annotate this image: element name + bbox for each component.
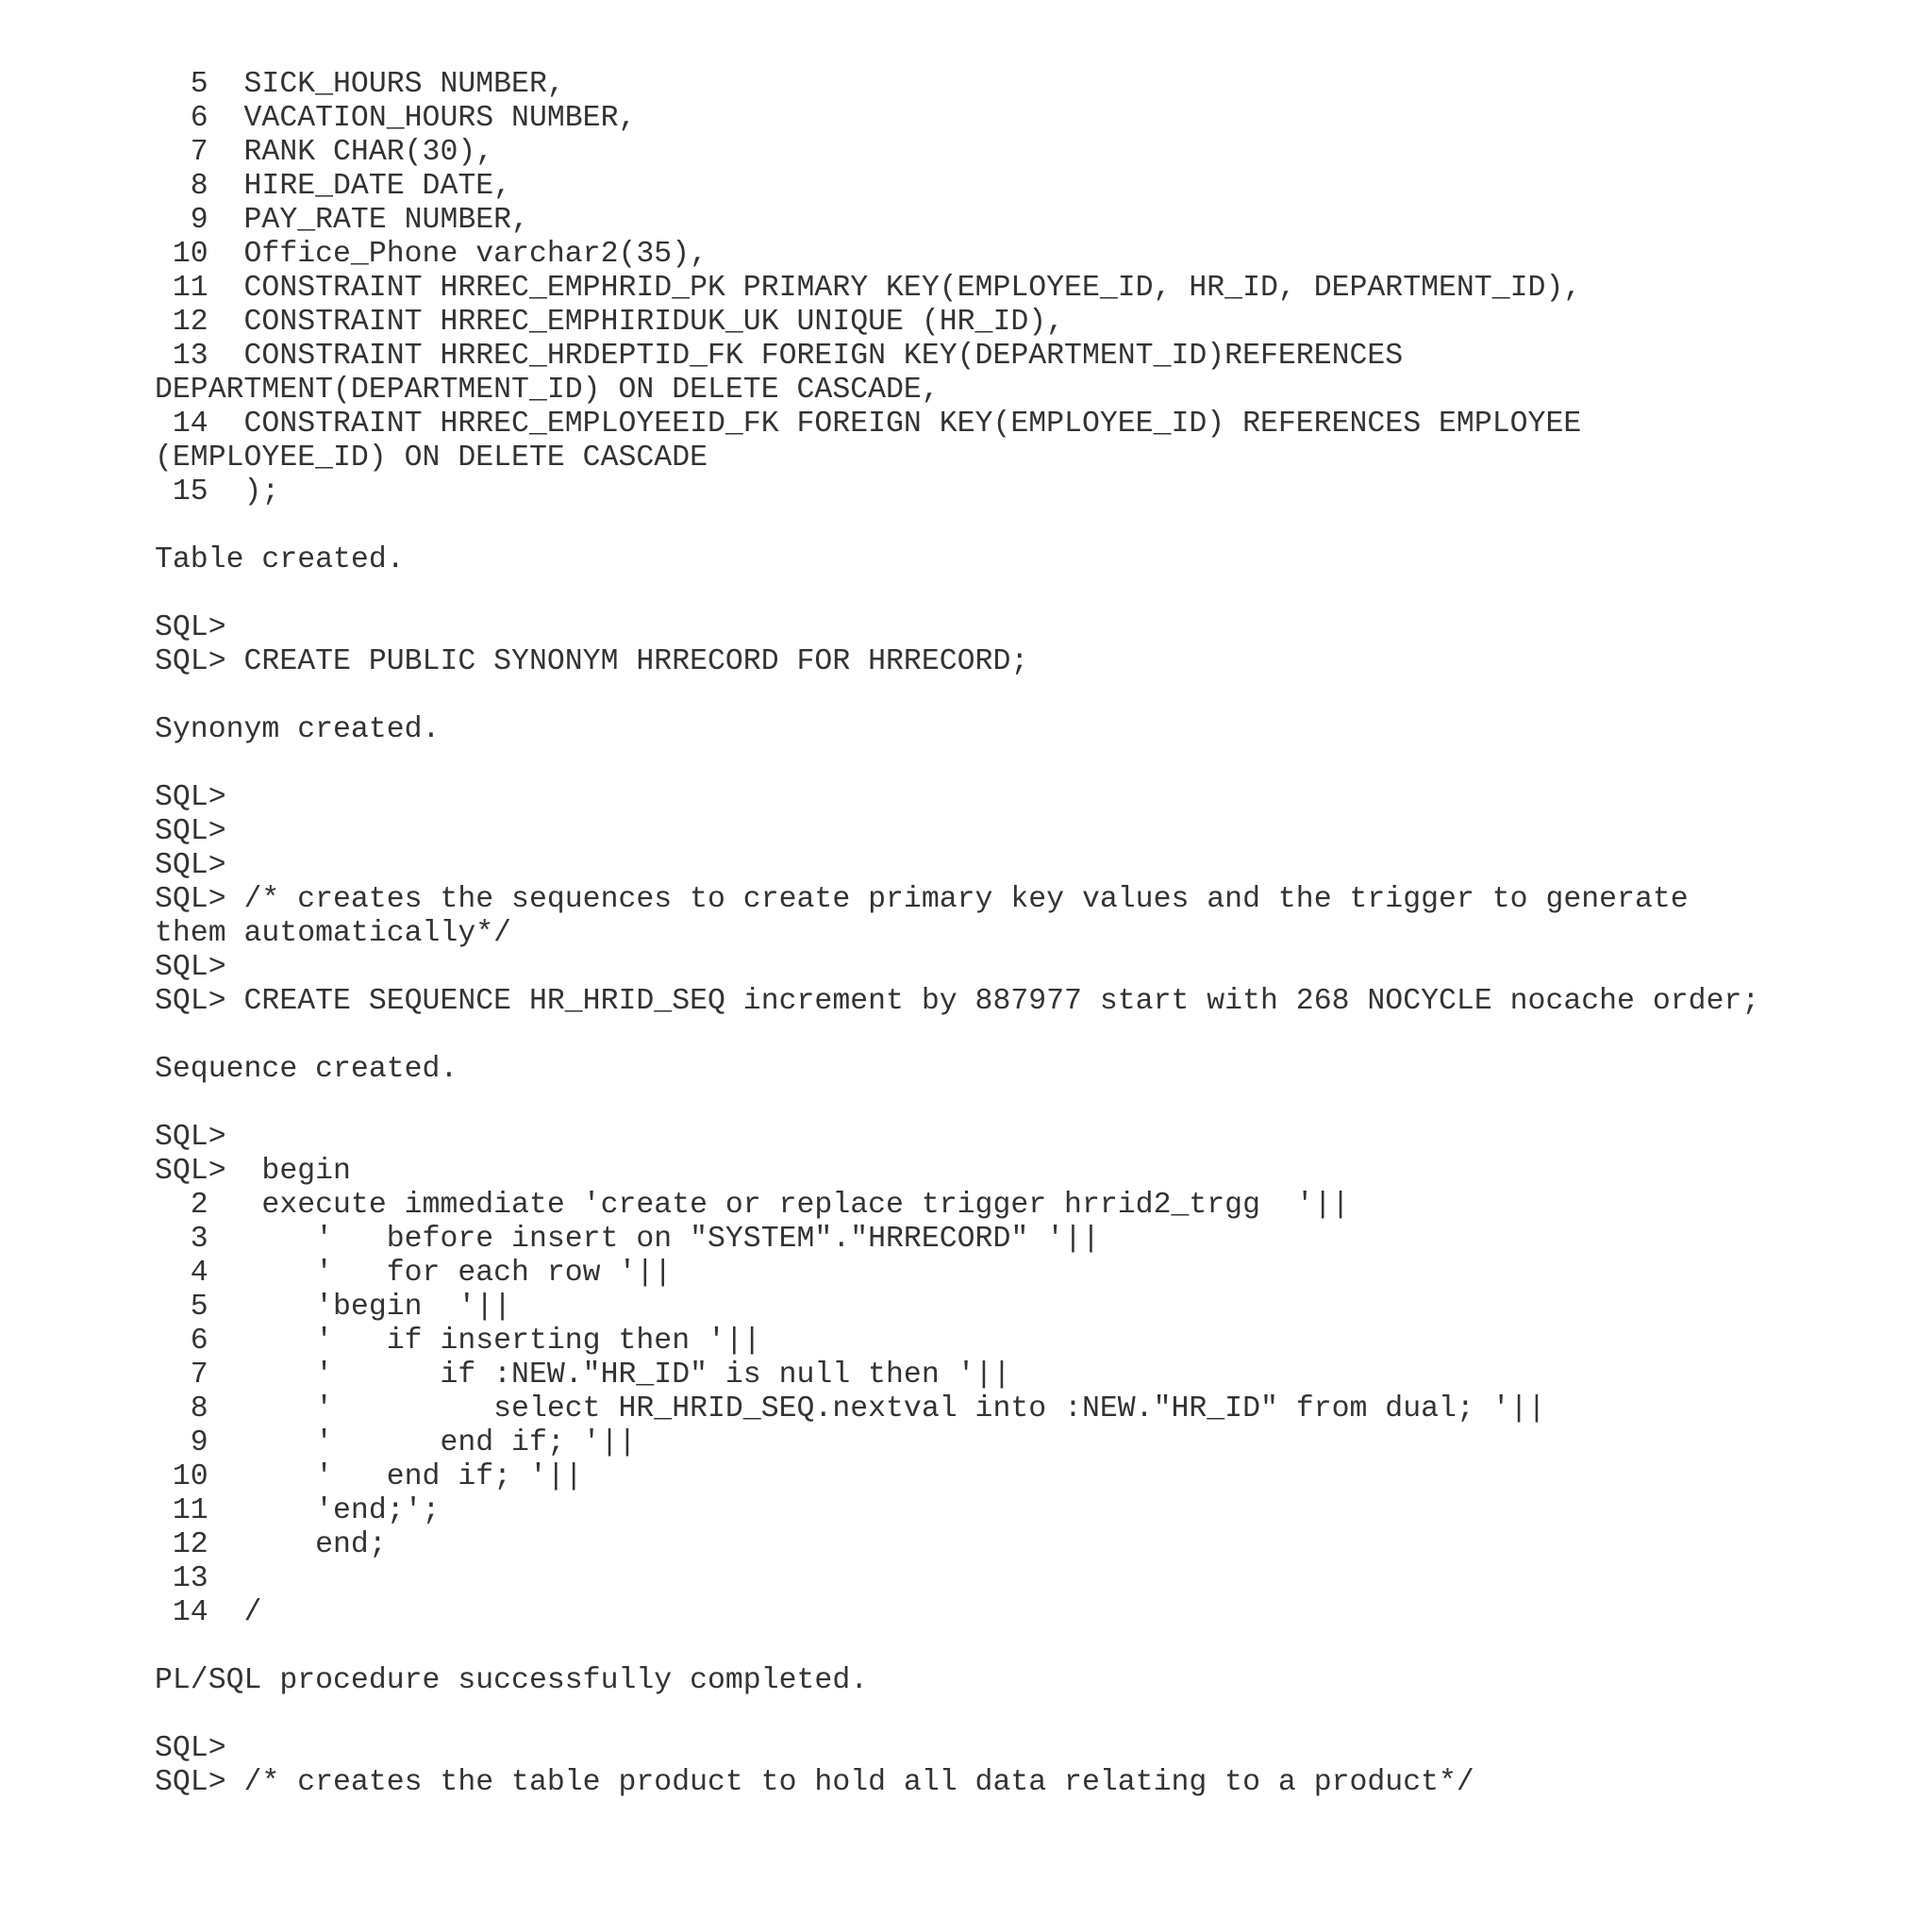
transcript-line: 10 ' end if; '||	[155, 1460, 583, 1493]
transcript-line: 5 'begin '||	[155, 1291, 512, 1324]
transcript-line	[155, 509, 1909, 543]
transcript-line: SQL>	[155, 1732, 226, 1765]
transcript-line: 2 execute immediate 'create or replace trigger hrrid2_trgg '||	[155, 1189, 1350, 1222]
transcript-line: SQL> /* creates the sequences to create primary key values and the trigger to generate	[155, 883, 1689, 916]
transcript-line	[155, 1019, 1909, 1053]
transcript-line: (EMPLOYEE_ID) ON DELETE CASCADE	[155, 442, 708, 475]
transcript-line: 12 CONSTRAINT HRREC_EMPHIRIDUK_UK UNIQUE (HR_ID),	[155, 306, 1065, 339]
transcript-line: SQL>	[155, 781, 226, 814]
transcript-line: them automatically*/	[155, 917, 512, 950]
transcript-line: 13	[155, 1562, 208, 1595]
transcript-line: 6 VACATION_HOURS NUMBER,	[155, 102, 637, 135]
transcript-line: 7 RANK CHAR(30),	[155, 136, 494, 169]
transcript-line	[155, 1630, 1909, 1664]
transcript-line: Table created.	[155, 543, 405, 576]
transcript-line: 13 CONSTRAINT HRREC_HRDEPTID_FK FOREIGN KEY(DEPARTMENT_ID)REFERENCES	[155, 340, 1404, 373]
transcript-line	[155, 1698, 1909, 1732]
transcript-line: SQL>	[155, 951, 226, 984]
transcript-line: SQL>	[155, 1121, 226, 1154]
sql-transcript	[155, 68, 1909, 1800]
transcript-line: 9 PAY_RATE NUMBER,	[155, 204, 529, 237]
transcript-line: 6 ' if inserting then '||	[155, 1325, 761, 1358]
transcript-line: SQL>	[155, 849, 226, 882]
transcript-line: SQL> begin	[155, 1155, 351, 1188]
transcript-line: 8 ' select HR_HRID_SEQ.nextval into :NEW."HR_ID" from dual; '||	[155, 1392, 1546, 1425]
transcript-line: 4 ' for each row '||	[155, 1257, 673, 1290]
transcript-line	[155, 577, 1909, 611]
transcript-line: 14 CONSTRAINT HRREC_EMPLOYEEID_FK FOREIGN KEY(EMPLOYEE_ID) REFERENCES EMPLOYEE	[155, 408, 1582, 441]
transcript-line: 9 ' end if; '||	[155, 1426, 637, 1459]
transcript-line: Synonym created.	[155, 713, 441, 746]
transcript-line	[155, 1087, 1909, 1121]
transcript-line: SQL>	[155, 611, 226, 644]
transcript-line: SQL>	[155, 815, 226, 848]
transcript-line: 5 SICK_HOURS NUMBER,	[155, 68, 565, 101]
transcript-line: Sequence created.	[155, 1053, 458, 1086]
transcript-line: 15 );	[155, 475, 280, 508]
transcript-line: SQL> /* creates the table product to hold all data relating to a product*/	[155, 1766, 1474, 1799]
transcript-line: 12 end;	[155, 1528, 387, 1561]
transcript-line: 3 ' before insert on "SYSTEM"."HRRECORD" '||	[155, 1223, 1100, 1256]
transcript-line: 10 Office_Phone varchar2(35),	[155, 238, 708, 271]
transcript-line	[155, 679, 1909, 713]
transcript-line: 8 HIRE_DATE DATE,	[155, 170, 512, 203]
transcript-line: 11 CONSTRAINT HRREC_EMPHRID_PK PRIMARY KEY(EMPLOYEE_ID, HR_ID, DEPARTMENT_ID),	[155, 272, 1582, 305]
transcript-line: PL/SQL procedure successfully completed.	[155, 1664, 869, 1697]
transcript-line: SQL> CREATE SEQUENCE HR_HRID_SEQ increment by 887977 start with 268 NOCYCLE nocache order;	[155, 985, 1760, 1018]
transcript-line: 14 /	[155, 1596, 262, 1629]
transcript-line	[155, 747, 1909, 781]
transcript-line: SQL> CREATE PUBLIC SYNONYM HRRECORD FOR HRRECORD;	[155, 645, 1029, 678]
transcript-line: DEPARTMENT(DEPARTMENT_ID) ON DELETE CASCADE,	[155, 374, 940, 407]
transcript-line: 11 'end;';	[155, 1494, 441, 1527]
transcript-line: 7 ' if :NEW."HR_ID" is null then '||	[155, 1359, 1011, 1392]
